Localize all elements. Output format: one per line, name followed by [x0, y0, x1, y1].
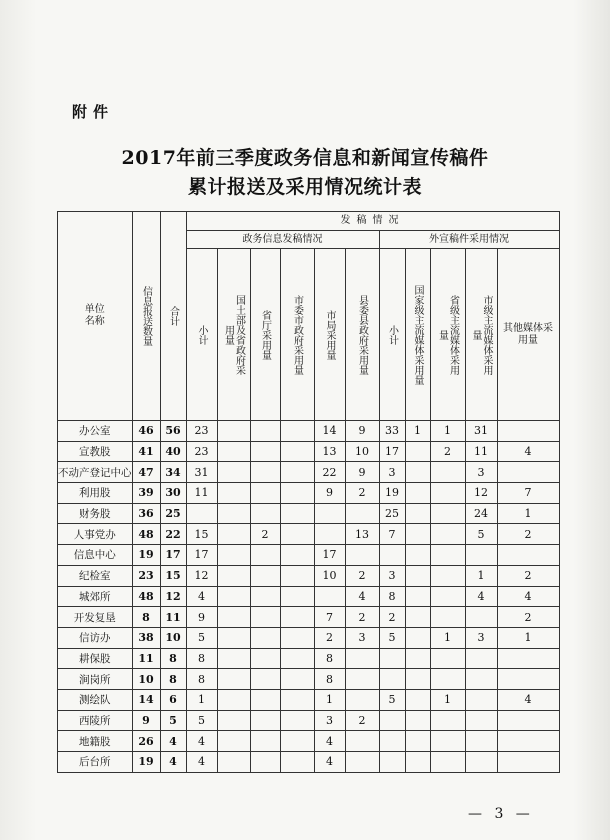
cell-ministry-count: [217, 731, 250, 752]
cell-city-bureau-count: 13: [314, 441, 345, 462]
cell-other-media-count: 7: [497, 483, 559, 504]
cell-submitted-count: 41: [132, 441, 160, 462]
cell-ministry-count: [217, 648, 250, 669]
cell-provincial-media-count: [430, 731, 465, 752]
table-header: [58, 212, 560, 421]
cell-city-bureau-count: 14: [314, 421, 345, 442]
cell-province-count: [250, 545, 280, 566]
header-group: 发稿情况: [186, 212, 559, 231]
cell-other-media-count: [497, 421, 559, 442]
cell-ext-subtotal: 3: [379, 462, 405, 483]
cell-city-media-count: 5: [465, 524, 497, 545]
cell-submitted-count: 46: [132, 421, 160, 442]
cell-province-count: [250, 607, 280, 628]
cell-city-bureau-count: 9: [314, 483, 345, 504]
cell-unit-name: 纪检室: [58, 565, 133, 586]
cell-other-media-count: 4: [497, 441, 559, 462]
cell-submitted-count: 9: [132, 710, 160, 731]
header-ext-subtotal: 小计: [379, 249, 405, 421]
cell-national-media-count: [405, 503, 430, 524]
cell-ministry-count: [217, 627, 250, 648]
table-row: [58, 710, 560, 731]
cell-ministry-count: [217, 421, 250, 442]
cell-city-gov-count: [280, 441, 314, 462]
cell-gov-subtotal: 4: [186, 586, 217, 607]
cell-province-count: [250, 565, 280, 586]
cell-total-count: 12: [160, 586, 186, 607]
cell-ext-subtotal: [379, 752, 405, 773]
cell-ext-subtotal: 5: [379, 689, 405, 710]
cell-county-gov-count: 2: [345, 710, 379, 731]
cell-provincial-media-count: 1: [430, 689, 465, 710]
header-ext-group: 外宣稿件采用情况: [379, 231, 559, 249]
cell-national-media-count: [405, 565, 430, 586]
cell-city-media-count: [465, 752, 497, 773]
cell-gov-subtotal: 8: [186, 648, 217, 669]
cell-ministry-count: [217, 586, 250, 607]
cell-submitted-count: 14: [132, 689, 160, 710]
cell-national-media-count: [405, 710, 430, 731]
cell-total-count: 40: [160, 441, 186, 462]
header-other-media: 其他媒体采用量: [497, 249, 559, 421]
cell-submitted-count: 11: [132, 648, 160, 669]
cell-city-bureau-count: 2: [314, 627, 345, 648]
cell-province-count: [250, 462, 280, 483]
cell-provincial-media-count: 1: [430, 421, 465, 442]
cell-provincial-media-count: [430, 607, 465, 628]
cell-gov-subtotal: 17: [186, 545, 217, 566]
cell-city-bureau-count: [314, 503, 345, 524]
cell-county-gov-count: 9: [345, 462, 379, 483]
cell-submitted-count: 19: [132, 545, 160, 566]
cell-city-bureau-count: 1: [314, 689, 345, 710]
cell-province-count: [250, 731, 280, 752]
cell-total-count: 25: [160, 503, 186, 524]
cell-ext-subtotal: [379, 545, 405, 566]
statistics-table: [57, 211, 560, 773]
header-submitted: 信息报送数量: [132, 212, 160, 421]
header-ministry: 国土部及省政府采用量: [217, 249, 250, 421]
cell-city-gov-count: [280, 503, 314, 524]
cell-other-media-count: [497, 731, 559, 752]
cell-gov-subtotal: 4: [186, 731, 217, 752]
cell-gov-subtotal: 8: [186, 669, 217, 690]
cell-city-gov-count: [280, 586, 314, 607]
cell-province-count: [250, 441, 280, 462]
cell-city-media-count: 24: [465, 503, 497, 524]
cell-provincial-media-count: [430, 524, 465, 545]
table-row: [58, 524, 560, 545]
cell-ext-subtotal: [379, 669, 405, 690]
cell-ministry-count: [217, 524, 250, 545]
attachment-label: 附件: [72, 103, 115, 121]
cell-province-count: [250, 710, 280, 731]
cell-city-bureau-count: 7: [314, 607, 345, 628]
table-row: [58, 565, 560, 586]
cell-unit-name: 地籍股: [58, 731, 133, 752]
cell-city-media-count: [465, 710, 497, 731]
cell-ministry-count: [217, 483, 250, 504]
cell-city-media-count: [465, 731, 497, 752]
cell-county-gov-count: 2: [345, 565, 379, 586]
cell-ext-subtotal: 5: [379, 627, 405, 648]
cell-unit-name: 涧岗所: [58, 669, 133, 690]
cell-gov-subtotal: 5: [186, 627, 217, 648]
table-row: [58, 483, 560, 504]
cell-national-media-count: [405, 689, 430, 710]
cell-city-gov-count: [280, 648, 314, 669]
cell-county-gov-count: 2: [345, 607, 379, 628]
cell-city-media-count: 3: [465, 462, 497, 483]
cell-county-gov-count: 3: [345, 627, 379, 648]
header-gov-subtotal: 小计: [186, 249, 217, 421]
cell-unit-name: 财务股: [58, 503, 133, 524]
cell-submitted-count: 38: [132, 627, 160, 648]
cell-city-bureau-count: 8: [314, 669, 345, 690]
header-gov-group: 政务信息发稿情况: [186, 231, 379, 249]
cell-county-gov-count: 2: [345, 483, 379, 504]
cell-province-count: [250, 421, 280, 442]
cell-city-gov-count: [280, 462, 314, 483]
cell-gov-subtotal: 23: [186, 421, 217, 442]
cell-city-gov-count: [280, 689, 314, 710]
cell-city-media-count: 11: [465, 441, 497, 462]
cell-city-bureau-count: 8: [314, 648, 345, 669]
cell-unit-name: 西陵所: [58, 710, 133, 731]
cell-city-bureau-count: 17: [314, 545, 345, 566]
cell-city-media-count: 4: [465, 586, 497, 607]
cell-unit-name: 开发复垦: [58, 607, 133, 628]
cell-ministry-count: [217, 689, 250, 710]
cell-ext-subtotal: 33: [379, 421, 405, 442]
header-provincial-media: 省级主流媒体采用量: [430, 249, 465, 421]
cell-ext-subtotal: 25: [379, 503, 405, 524]
cell-unit-name: 信息中心: [58, 545, 133, 566]
header-unit-name: 单位名称: [58, 212, 133, 421]
cell-national-media-count: [405, 669, 430, 690]
cell-total-count: 4: [160, 731, 186, 752]
cell-submitted-count: 48: [132, 524, 160, 545]
cell-other-media-count: [497, 669, 559, 690]
cell-total-count: 17: [160, 545, 186, 566]
cell-ministry-count: [217, 441, 250, 462]
cell-ext-subtotal: 3: [379, 565, 405, 586]
cell-unit-name: 办公室: [58, 421, 133, 442]
cell-city-gov-count: [280, 565, 314, 586]
cell-total-count: 56: [160, 421, 186, 442]
cell-city-media-count: [465, 689, 497, 710]
table-row: [58, 421, 560, 442]
cell-city-gov-count: [280, 545, 314, 566]
cell-city-bureau-count: 10: [314, 565, 345, 586]
cell-national-media-count: [405, 462, 430, 483]
cell-unit-name: 信访办: [58, 627, 133, 648]
cell-county-gov-count: 4: [345, 586, 379, 607]
cell-gov-subtotal: 31: [186, 462, 217, 483]
page-number: — 3 —: [468, 806, 534, 822]
cell-provincial-media-count: [430, 565, 465, 586]
cell-submitted-count: 10: [132, 669, 160, 690]
cell-provincial-media-count: [430, 710, 465, 731]
cell-city-media-count: 1: [465, 565, 497, 586]
cell-province-count: [250, 689, 280, 710]
cell-unit-name: 耕保股: [58, 648, 133, 669]
cell-city-bureau-count: [314, 586, 345, 607]
cell-other-media-count: 2: [497, 565, 559, 586]
cell-total-count: 10: [160, 627, 186, 648]
cell-province-count: [250, 752, 280, 773]
cell-ministry-count: [217, 710, 250, 731]
cell-unit-name: 城郊所: [58, 586, 133, 607]
cell-provincial-media-count: [430, 545, 465, 566]
cell-national-media-count: [405, 524, 430, 545]
cell-city-media-count: 3: [465, 627, 497, 648]
cell-provincial-media-count: [430, 483, 465, 504]
cell-city-bureau-count: 4: [314, 752, 345, 773]
cell-provincial-media-count: [430, 586, 465, 607]
cell-submitted-count: 23: [132, 565, 160, 586]
table-row: [58, 648, 560, 669]
cell-submitted-count: 26: [132, 731, 160, 752]
table-row: [58, 503, 560, 524]
cell-province-count: [250, 483, 280, 504]
cell-province-count: [250, 627, 280, 648]
cell-gov-subtotal: 23: [186, 441, 217, 462]
cell-provincial-media-count: [430, 752, 465, 773]
cell-national-media-count: [405, 441, 430, 462]
header-city-gov: 市委市政府采用量: [280, 249, 314, 421]
cell-other-media-count: 1: [497, 627, 559, 648]
cell-ministry-count: [217, 752, 250, 773]
cell-total-count: 5: [160, 710, 186, 731]
cell-county-gov-count: 10: [345, 441, 379, 462]
cell-national-media-count: [405, 586, 430, 607]
table-row: [58, 462, 560, 483]
cell-county-gov-count: [345, 752, 379, 773]
cell-county-gov-count: [345, 545, 379, 566]
document-subtitle: 累计报送及采用情况统计表: [187, 176, 422, 198]
header-national-media: 国家级主流媒体采用量: [405, 249, 430, 421]
cell-other-media-count: 1: [497, 503, 559, 524]
table-row: [58, 627, 560, 648]
cell-gov-subtotal: 9: [186, 607, 217, 628]
cell-other-media-count: 2: [497, 607, 559, 628]
cell-ext-subtotal: [379, 731, 405, 752]
cell-ministry-count: [217, 545, 250, 566]
cell-submitted-count: 19: [132, 752, 160, 773]
table-row: [58, 607, 560, 628]
cell-provincial-media-count: 2: [430, 441, 465, 462]
cell-ext-subtotal: 19: [379, 483, 405, 504]
cell-other-media-count: 2: [497, 524, 559, 545]
cell-ext-subtotal: [379, 710, 405, 731]
table-row: [58, 752, 560, 773]
cell-submitted-count: 36: [132, 503, 160, 524]
cell-provincial-media-count: [430, 648, 465, 669]
cell-gov-subtotal: 12: [186, 565, 217, 586]
cell-county-gov-count: 13: [345, 524, 379, 545]
cell-submitted-count: 8: [132, 607, 160, 628]
cell-total-count: 4: [160, 752, 186, 773]
cell-unit-name: 不动产登记中心: [58, 462, 133, 483]
cell-total-count: 22: [160, 524, 186, 545]
cell-city-gov-count: [280, 710, 314, 731]
table-body: [58, 421, 560, 773]
table-row: [58, 586, 560, 607]
cell-total-count: 15: [160, 565, 186, 586]
cell-other-media-count: [497, 648, 559, 669]
cell-city-bureau-count: 3: [314, 710, 345, 731]
header-county-gov: 县委县政府采用量: [345, 249, 379, 421]
cell-national-media-count: [405, 648, 430, 669]
cell-other-media-count: [497, 462, 559, 483]
cell-other-media-count: [497, 752, 559, 773]
cell-province-count: 2: [250, 524, 280, 545]
cell-city-bureau-count: 4: [314, 731, 345, 752]
cell-county-gov-count: [345, 689, 379, 710]
table-row: [58, 545, 560, 566]
cell-city-media-count: [465, 545, 497, 566]
cell-national-media-count: [405, 607, 430, 628]
cell-city-bureau-count: 22: [314, 462, 345, 483]
cell-national-media-count: 1: [405, 421, 430, 442]
cell-city-gov-count: [280, 421, 314, 442]
cell-city-gov-count: [280, 607, 314, 628]
cell-unit-name: 人事党办: [58, 524, 133, 545]
cell-city-media-count: [465, 648, 497, 669]
cell-ext-subtotal: [379, 648, 405, 669]
header-total: 合计: [160, 212, 186, 421]
cell-total-count: 30: [160, 483, 186, 504]
cell-gov-subtotal: 15: [186, 524, 217, 545]
cell-national-media-count: [405, 627, 430, 648]
cell-national-media-count: [405, 545, 430, 566]
cell-city-media-count: 31: [465, 421, 497, 442]
header-city-media: 市级主流媒体采用量: [465, 249, 497, 421]
cell-unit-name: 利用股: [58, 483, 133, 504]
table-row: [58, 669, 560, 690]
table-row: [58, 731, 560, 752]
cell-city-gov-count: [280, 524, 314, 545]
cell-province-count: [250, 586, 280, 607]
cell-other-media-count: 4: [497, 586, 559, 607]
cell-province-count: [250, 503, 280, 524]
cell-submitted-count: 39: [132, 483, 160, 504]
cell-county-gov-count: [345, 648, 379, 669]
cell-total-count: 8: [160, 669, 186, 690]
cell-submitted-count: 48: [132, 586, 160, 607]
cell-unit-name: 后台所: [58, 752, 133, 773]
cell-ministry-count: [217, 462, 250, 483]
cell-other-media-count: [497, 710, 559, 731]
cell-submitted-count: 47: [132, 462, 160, 483]
cell-county-gov-count: [345, 731, 379, 752]
cell-provincial-media-count: 1: [430, 627, 465, 648]
cell-county-gov-count: [345, 669, 379, 690]
cell-city-gov-count: [280, 731, 314, 752]
cell-city-gov-count: [280, 669, 314, 690]
cell-national-media-count: [405, 483, 430, 504]
cell-gov-subtotal: 1: [186, 689, 217, 710]
cell-gov-subtotal: 4: [186, 752, 217, 773]
cell-city-media-count: [465, 669, 497, 690]
cell-total-count: 34: [160, 462, 186, 483]
document-title: 2017年前三季度政务信息和新闻宣传稿件: [121, 147, 489, 169]
cell-national-media-count: [405, 731, 430, 752]
cell-ext-subtotal: 17: [379, 441, 405, 462]
cell-county-gov-count: 9: [345, 421, 379, 442]
cell-total-count: 8: [160, 648, 186, 669]
cell-city-media-count: [465, 607, 497, 628]
cell-total-count: 11: [160, 607, 186, 628]
header-city-bureau: 市局采用量: [314, 249, 345, 421]
cell-ministry-count: [217, 607, 250, 628]
cell-total-count: 6: [160, 689, 186, 710]
cell-province-count: [250, 669, 280, 690]
cell-ministry-count: [217, 565, 250, 586]
table-row: [58, 689, 560, 710]
cell-gov-subtotal: 11: [186, 483, 217, 504]
cell-ext-subtotal: 7: [379, 524, 405, 545]
cell-ministry-count: [217, 669, 250, 690]
cell-other-media-count: 4: [497, 689, 559, 710]
cell-other-media-count: [497, 545, 559, 566]
cell-ext-subtotal: 8: [379, 586, 405, 607]
cell-unit-name: 测绘队: [58, 689, 133, 710]
cell-national-media-count: [405, 752, 430, 773]
cell-provincial-media-count: [430, 503, 465, 524]
table-row: [58, 441, 560, 462]
cell-unit-name: 宣教股: [58, 441, 133, 462]
cell-ext-subtotal: 2: [379, 607, 405, 628]
header-province: 省厅采用量: [250, 249, 280, 421]
cell-city-bureau-count: [314, 524, 345, 545]
cell-provincial-media-count: [430, 462, 465, 483]
cell-city-gov-count: [280, 752, 314, 773]
cell-ministry-count: [217, 503, 250, 524]
cell-city-gov-count: [280, 483, 314, 504]
cell-city-media-count: 12: [465, 483, 497, 504]
cell-gov-subtotal: [186, 503, 217, 524]
cell-gov-subtotal: 5: [186, 710, 217, 731]
cell-provincial-media-count: [430, 669, 465, 690]
cell-county-gov-count: [345, 503, 379, 524]
cell-city-gov-count: [280, 627, 314, 648]
cell-province-count: [250, 648, 280, 669]
